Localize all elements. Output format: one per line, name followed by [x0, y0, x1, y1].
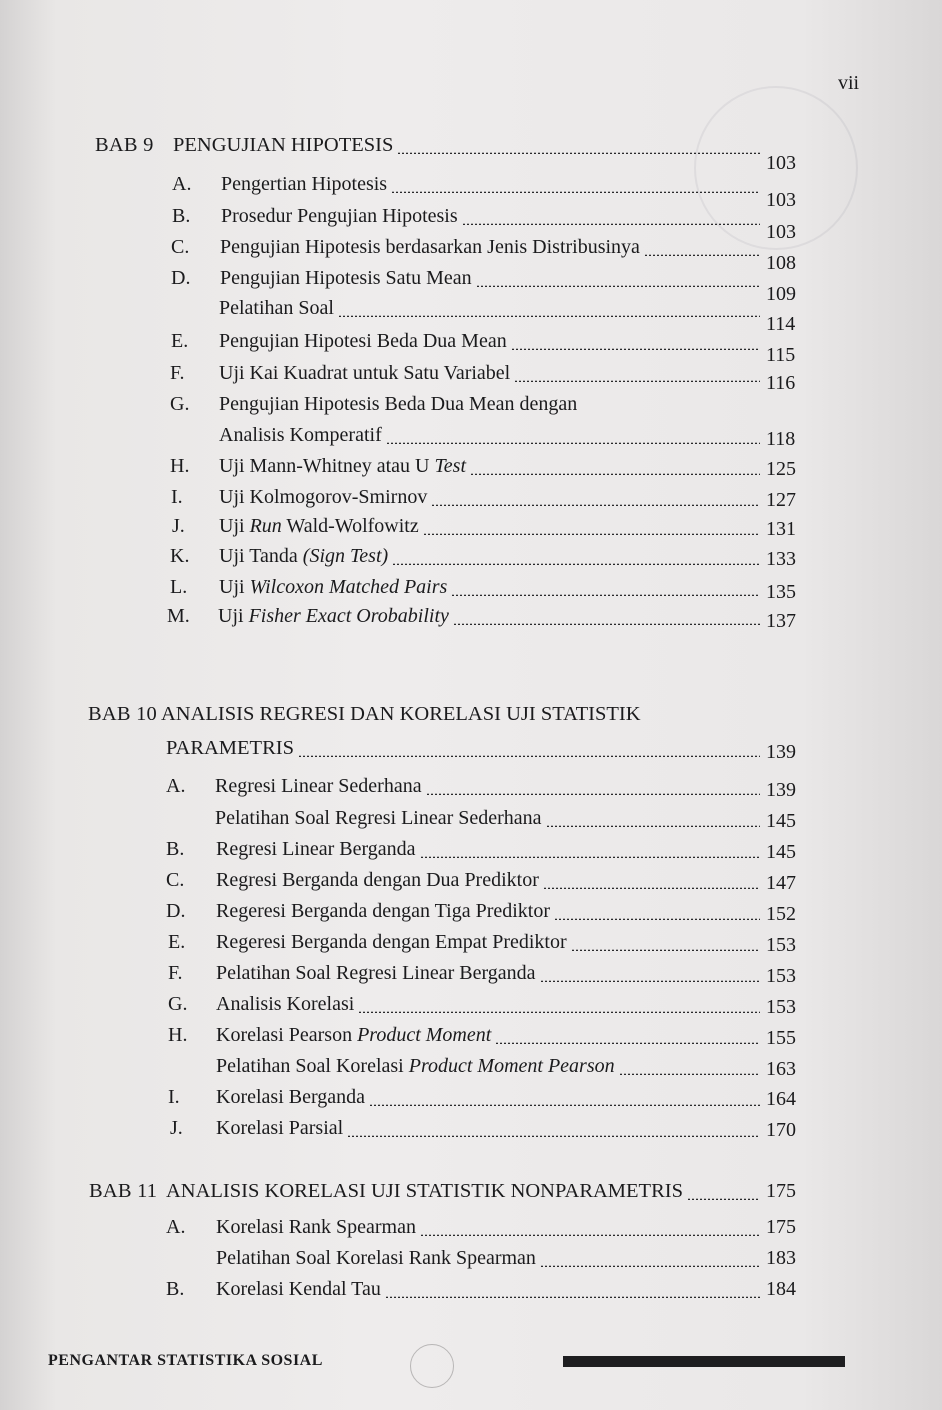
entry-letter: B. — [166, 838, 185, 860]
entry-page: 170 — [766, 1119, 796, 1141]
entry-title: Regeresi Berganda dengan Empat Prediktor — [216, 931, 567, 953]
dot-leader — [687, 1198, 760, 1200]
entry-title: Korelasi Parsial — [216, 1117, 344, 1139]
toc-entry — [0, 576, 942, 608]
footer-book-title: PENGANTAR STATISTIKA SOSIAL — [48, 1352, 323, 1369]
chapter-page: 139 — [766, 741, 796, 763]
entry-page: 147 — [766, 872, 796, 894]
footer-rule — [563, 1356, 845, 1367]
toc-entry — [0, 486, 942, 518]
dot-leader — [431, 504, 760, 506]
dot-leader — [386, 442, 760, 444]
toc-entry — [0, 455, 942, 487]
toc-chapter-11 — [0, 1180, 942, 1212]
entry-title: Uji Kolmogorov-Smirnov — [219, 486, 428, 508]
chapter-title: PENGUJIAN HIPOTESIS — [173, 134, 394, 156]
toc-entry — [0, 1086, 942, 1118]
entry-page: 164 — [766, 1088, 796, 1110]
entry-title — [219, 515, 419, 538]
entry-page: 184 — [766, 1278, 796, 1300]
entry-title: Pelatihan Soal Regresi Linear Sederhana — [215, 807, 542, 829]
entry-letter: I. — [168, 1086, 180, 1108]
entry-page: 108 — [766, 252, 796, 274]
entry-page: 152 — [766, 903, 796, 925]
entry-letter: B. — [172, 205, 191, 227]
dot-leader — [540, 980, 760, 982]
entry-title-italic: Product Moment — [357, 1024, 492, 1046]
entry-page: 103 — [766, 221, 796, 243]
entry-letter: J. — [170, 1117, 183, 1139]
entry-page: 163 — [766, 1058, 796, 1080]
dot-leader — [298, 755, 760, 757]
toc-entry — [0, 330, 942, 366]
entry-page: 137 — [766, 610, 796, 632]
chapter-page: 175 — [766, 1180, 796, 1202]
entry-title-text: Uji — [218, 605, 244, 627]
toc-chapter-10 — [0, 703, 942, 735]
entry-letter: C. — [166, 869, 185, 891]
entry-page: 145 — [766, 841, 796, 863]
entry-letter: F. — [168, 962, 183, 984]
entry-title — [216, 1024, 491, 1047]
entry-letter: M. — [167, 605, 190, 627]
entry-title: Pengujian Hipotesis Beda Dua Mean dengan — [219, 393, 578, 415]
dot-leader — [451, 594, 760, 596]
entry-letter: H. — [168, 1024, 188, 1046]
dot-leader — [385, 1296, 760, 1298]
chapter-label: BAB 10 — [88, 703, 157, 725]
entry-title: Pelatihan Soal — [219, 297, 334, 319]
entry-title: Pengujian Hipotesi Beda Dua Mean — [219, 330, 507, 352]
entry-title — [216, 1055, 615, 1078]
entry-title-text: Uji Mann-Whitney atau U — [219, 455, 430, 477]
dot-leader — [420, 1234, 760, 1236]
entry-title: Korelasi Berganda — [216, 1086, 366, 1108]
dot-leader — [644, 254, 760, 256]
entry-title: Regresi Linear Berganda — [216, 838, 416, 860]
entry-letter: B. — [166, 1278, 185, 1300]
entry-title: Analisis Komperatif — [219, 424, 382, 446]
dot-leader — [495, 1042, 760, 1044]
dot-leader — [543, 887, 760, 889]
entry-letter: G. — [168, 993, 188, 1015]
entry-page: 125 — [766, 458, 796, 480]
entry-page: 109 — [766, 283, 796, 305]
entry-page: 139 — [766, 779, 796, 801]
dot-leader — [511, 348, 760, 350]
entry-letter: L. — [170, 576, 188, 598]
dot-leader — [397, 152, 760, 154]
dot-leader — [546, 825, 760, 827]
entry-page: 145 — [766, 810, 796, 832]
entry-page: 103 — [766, 189, 796, 211]
chapter-title-line2: PARAMETRIS — [166, 737, 294, 759]
toc-entry — [0, 1117, 942, 1149]
entry-title: Pelatihan Soal Regresi Linear Berganda — [216, 962, 536, 984]
entry-page: 131 — [766, 518, 796, 540]
entry-page: 114 — [766, 313, 796, 335]
entry-title — [219, 576, 447, 599]
toc-entry — [0, 545, 942, 577]
entry-page: 116 — [766, 372, 796, 394]
entry-title-text: Uji Tanda — [219, 545, 298, 567]
entry-title — [219, 545, 388, 568]
dot-leader — [391, 191, 760, 193]
dot-leader — [358, 1011, 760, 1013]
entry-title-text: Pelatihan Soal Korelasi — [216, 1055, 404, 1077]
entry-letter: E. — [171, 330, 189, 352]
entry-page: 153 — [766, 934, 796, 956]
toc-entry — [0, 775, 942, 807]
toc-entry — [0, 931, 942, 963]
toc-entry — [0, 869, 942, 901]
entry-title: Pengertian Hipotesis — [221, 173, 388, 195]
entry-title — [218, 605, 449, 628]
toc-entry — [0, 900, 942, 932]
footer-ornament — [410, 1344, 454, 1388]
entry-letter: G. — [170, 393, 190, 415]
toc-entry — [0, 297, 942, 335]
entry-title: Pengujian Hipotesis Satu Mean — [220, 267, 472, 289]
entry-title-italic: Run — [249, 515, 282, 537]
toc-entry — [0, 393, 942, 425]
entry-letter: A. — [166, 1216, 186, 1238]
entry-page: 127 — [766, 489, 796, 511]
dot-leader — [369, 1104, 760, 1106]
dot-leader — [554, 918, 760, 920]
dot-leader — [420, 856, 760, 858]
entry-page: 135 — [766, 581, 796, 603]
entry-title — [219, 455, 466, 478]
toc-entry — [0, 838, 942, 870]
toc-entry — [0, 605, 942, 637]
chapter-page: 103 — [766, 152, 796, 174]
dot-leader — [423, 533, 760, 535]
dot-leader — [338, 315, 760, 317]
entry-letter: D. — [171, 267, 191, 289]
toc-entry — [0, 807, 942, 839]
entry-title-text: Uji — [219, 515, 245, 537]
dot-leader — [470, 473, 760, 475]
entry-title-text: Uji — [219, 576, 245, 598]
dot-leader — [462, 223, 760, 225]
entry-letter: H. — [170, 455, 190, 477]
chapter-title: ANALISIS REGRESI DAN KORELASI UJI STATISTIK — [161, 703, 641, 725]
dot-leader — [347, 1135, 760, 1137]
entry-page: 133 — [766, 548, 796, 570]
entry-letter: J. — [172, 515, 185, 537]
entry-page: 115 — [766, 344, 796, 366]
entry-title: Pengujian Hipotesis berdasarkan Jenis Distribusinya — [220, 236, 640, 258]
entry-title: Pelatihan Soal Korelasi Rank Spearman — [216, 1247, 536, 1269]
toc-entry — [0, 1216, 942, 1248]
chapter-title: ANALISIS KORELASI UJI STATISTIK NONPARAMETRIS — [166, 1180, 683, 1202]
toc-entry — [0, 173, 942, 211]
entry-title: Uji Kai Kuadrat untuk Satu Variabel — [219, 362, 511, 384]
toc-entry — [0, 962, 942, 994]
dot-leader — [476, 285, 760, 287]
entry-letter: D. — [166, 900, 186, 922]
toc-entry — [0, 515, 942, 547]
toc-chapter-10-line2 — [0, 737, 942, 769]
entry-title-text: Korelasi Pearson — [216, 1024, 353, 1046]
entry-page: 175 — [766, 1216, 796, 1238]
entry-page: 153 — [766, 965, 796, 987]
toc-entry — [0, 1055, 942, 1087]
entry-title-italic: Product Moment Pearson — [408, 1055, 615, 1077]
entry-letter: F. — [170, 362, 185, 384]
entry-letter: A. — [172, 173, 192, 195]
entry-title-after: Wald-Wolfowitz — [286, 515, 419, 537]
entry-title: Regeresi Berganda dengan Tiga Prediktor — [216, 900, 551, 922]
toc-entry — [0, 205, 942, 243]
dot-leader — [426, 793, 760, 795]
entry-title: Regresi Linear Sederhana — [215, 775, 422, 797]
toc-entry — [0, 1278, 942, 1310]
page-number: vii — [838, 72, 860, 94]
entry-title: Regresi Berganda dengan Dua Prediktor — [216, 869, 539, 891]
entry-page: 183 — [766, 1247, 796, 1269]
entry-page: 153 — [766, 996, 796, 1018]
entry-letter: E. — [168, 931, 186, 953]
entry-page: 155 — [766, 1027, 796, 1049]
entry-letter: I. — [171, 486, 183, 508]
entry-title-italic: Fisher Exact Orobability — [248, 605, 449, 627]
dot-leader — [619, 1073, 760, 1075]
entry-title-italic: (Sign Test) — [302, 545, 389, 567]
entry-letter: K. — [170, 545, 190, 567]
dot-leader — [453, 623, 760, 625]
dot-leader — [392, 563, 760, 565]
entry-page: 118 — [766, 428, 796, 450]
toc-chapter-9 — [0, 134, 942, 174]
toc-entry — [0, 1024, 942, 1056]
dot-leader — [540, 1265, 760, 1267]
dot-leader — [514, 380, 760, 382]
toc-entry — [0, 424, 942, 456]
chapter-label: BAB 9 — [95, 134, 154, 156]
toc-entry — [0, 267, 942, 305]
entry-letter: C. — [171, 236, 190, 258]
toc-entry — [0, 236, 942, 274]
dot-leader — [571, 949, 760, 951]
entry-title: Analisis Korelasi — [216, 993, 355, 1015]
chapter-label: BAB 11 — [89, 1180, 158, 1202]
entry-title: Prosedur Pengujian Hipotesis — [221, 205, 458, 227]
toc-entry — [0, 1247, 942, 1279]
toc-entry — [0, 993, 942, 1025]
entry-title-italic: Test — [434, 455, 467, 477]
toc-entry — [0, 362, 942, 394]
entry-title-italic: Wilcoxon Matched Pairs — [249, 576, 448, 598]
entry-letter: A. — [166, 775, 186, 797]
entry-title: Korelasi Rank Spearman — [216, 1216, 416, 1238]
entry-title: Korelasi Kendal Tau — [216, 1278, 381, 1300]
